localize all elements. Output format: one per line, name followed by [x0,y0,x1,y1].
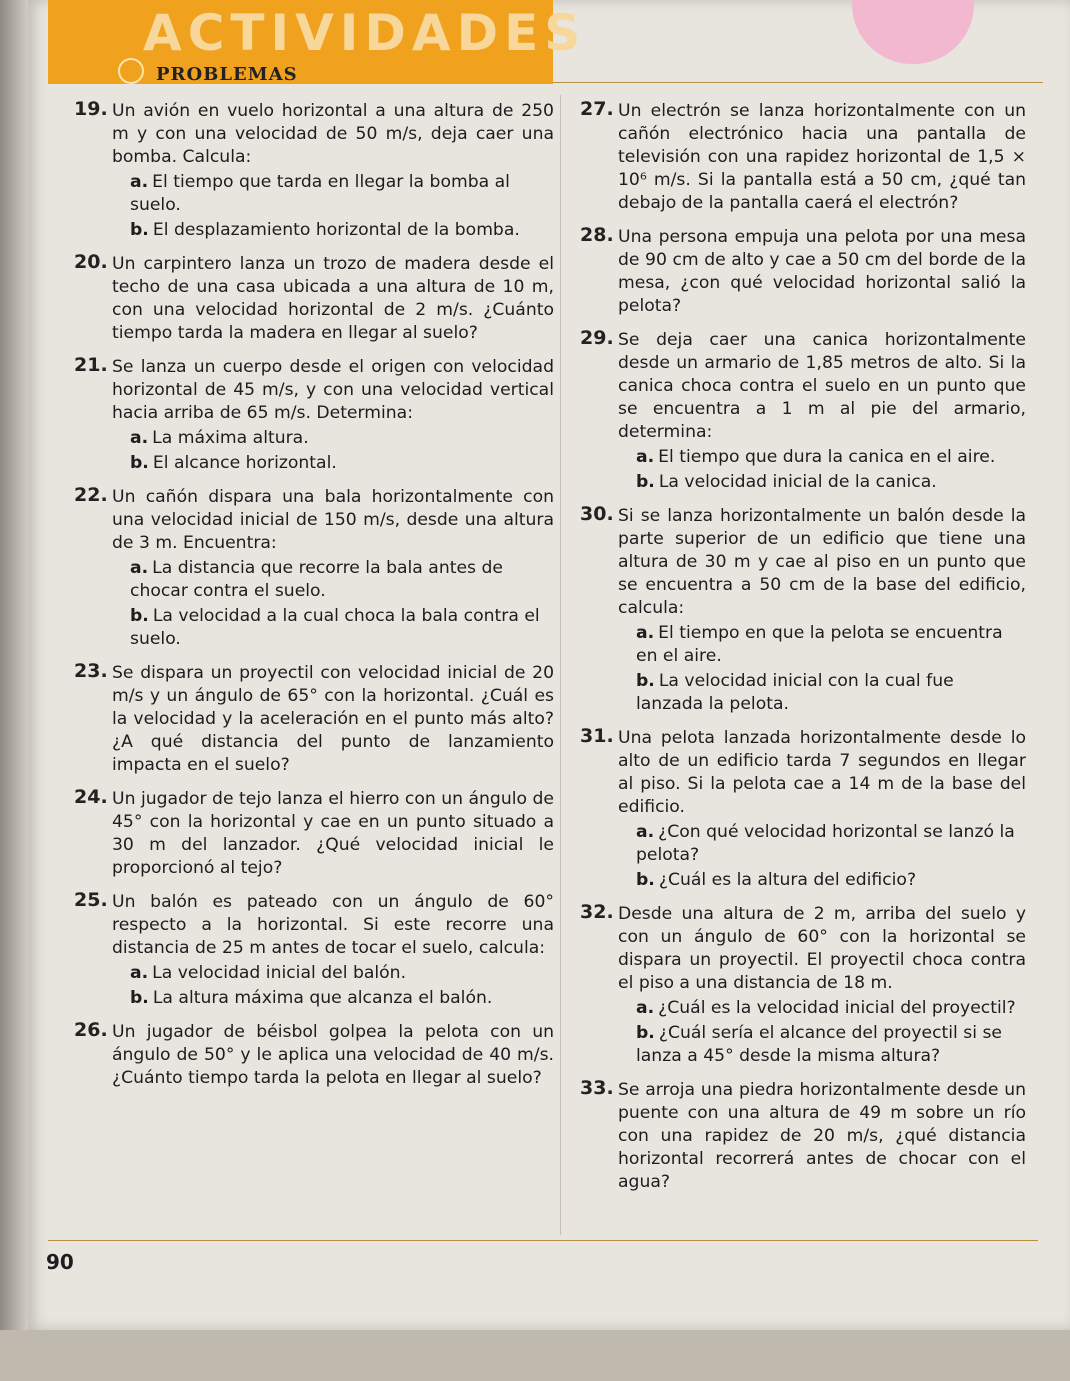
problem-item [74,786,554,880]
problem-number: 23. [74,660,108,682]
subitem-label: a. [130,963,149,983]
problem-item [74,484,554,651]
problem-subitem [636,1022,1026,1068]
subitem-text: La velocidad inicial con la cual fue lanzada la pelota. [636,671,954,714]
page-bottom-shadow [0,1330,1070,1381]
problem-text: Se arroja una piedra horizontalmente desde un puente con una altura de 49 m sobre un río con una rapidez de 20 m/s, ¿qué distancia horizontal recorrerá antes de chocar con el agua? [618,1080,1026,1192]
problem-subitem [636,622,1026,668]
problem-item [580,98,1026,215]
problem-number: 27. [580,98,614,120]
problem-text: Un avión en vuelo horizontal a una altura de 250 m y con una velocidad de 50 m/s, deja caer una bomba. Calcula: [112,101,554,167]
subitem-label: a. [636,998,655,1018]
problem-number: 24. [74,786,108,808]
problem-item [74,660,554,777]
subitem-text: La velocidad inicial del balón. [152,963,407,983]
right-column [580,98,1026,1205]
problem-text: Desde una altura de 2 m, arriba del suelo y con un ángulo de 60° con la horizontal se dispara un proyectil. El proyectil choca contra el piso a una distancia de 18 m. [618,904,1026,993]
subitem-text: La máxima altura. [152,428,309,448]
subitem-text: La velocidad a la cual choca la bala contra el suelo. [130,606,540,649]
problem-number: 32. [580,901,614,923]
problem-subitem [130,452,554,475]
problem-item [580,1077,1026,1194]
problem-subitem [636,997,1026,1020]
problem-text: Si se lanza horizontalmente un balón desde la parte superior de un edificio que tiene una altura de 30 m y cae al piso en un punto que se encuentra a 50 cm de la base del edificio, calcula: [618,506,1026,618]
subitem-label: a. [636,822,655,842]
problem-text: Se deja caer una canica horizontalmente desde un armario de 1,85 metros de alto. Si la canica choca contra el suelo en un punto que se encuentra a 1 m al pie del armario, determina: [618,330,1026,442]
subitem-text: ¿Cuál es la altura del edificio? [658,870,917,890]
problem-subitem [130,427,554,450]
problem-number: 33. [580,1077,614,1099]
page-number: 90 [46,1250,74,1274]
problem-text: Un balón es pateado con un ángulo de 60° respecto a la horizontal. Si este recorre una distancia de 25 m antes de tocar el suelo, calcula: [112,892,554,958]
problem-number: 29. [580,327,614,349]
subitem-label: b. [636,472,655,492]
banner-title: ACTIVIDADES [143,4,587,62]
subitem-text: El desplazamiento horizontal de la bomba. [152,220,520,240]
subitem-text: El tiempo que tarda en llegar la bomba al suelo. [130,172,510,215]
problem-text: Una pelota lanzada horizontalmente desde lo alto de un edificio tarda 7 segundos en llegar al piso. Si la pelota cae a 14 m de la base del edificio. [618,728,1026,817]
problem-number: 30. [580,503,614,525]
problem-item [74,1019,554,1090]
left-column [74,98,554,1101]
problem-item [580,901,1026,1068]
problem-item [580,725,1026,892]
problem-subitem [130,219,554,242]
problem-item [74,354,554,475]
problem-subitem [636,670,1026,716]
problem-subitem [636,471,1026,494]
problem-number: 20. [74,251,108,273]
problem-number: 31. [580,725,614,747]
top-rule [553,82,1043,83]
subitem-label: a. [130,428,149,448]
problem-text: Un electrón se lanza horizontalmente con un cañón electrónico hacia una pantalla de televisión con una rapidez horizontal de 1,5 × 10⁶ m/s. Si la pantalla está a 50 cm, ¿qué tan debajo de la pantalla caerá el electrón? [618,101,1026,213]
subitem-text: El tiempo que dura la canica en el aire. [658,447,996,467]
problem-subitem [130,171,554,217]
problem-item [580,503,1026,716]
subitem-text: El tiempo en que la pelota se encuentra en el aire. [636,623,1003,666]
problem-subitem [636,869,1026,892]
subitem-text: La velocidad inicial de la canica. [658,472,937,492]
subitem-text: ¿Cuál sería el alcance del proyectil si se lanza a 45° desde la misma altura? [636,1023,1002,1066]
subitem-label: b. [636,870,655,890]
problem-number: 26. [74,1019,108,1041]
subitem-label: a. [636,623,655,643]
subitem-text: ¿Con qué velocidad horizontal se lanzó la pelota? [636,822,1015,865]
subitem-label: a. [130,558,149,578]
section-bullet-icon [118,58,144,84]
subitem-text: ¿Cuál es la velocidad inicial del proyectil? [658,998,1016,1018]
problem-number: 28. [580,224,614,246]
problem-text: Un carpintero lanza un trozo de madera desde el techo de una casa ubicada a una altura de 10 m, con una velocidad horizontal de 2 m/s. ¿Cuánto tiempo tarda la madera en llegar al suelo? [112,254,554,343]
problem-item [74,889,554,1010]
problem-subitem [130,557,554,603]
subitem-label: b. [636,671,655,691]
problem-subitem [130,605,554,651]
problem-item [74,98,554,242]
problem-text: Un jugador de tejo lanza el hierro con un ángulo de 45° con la horizontal y cae en un punto situado a 30 m del lanzador. ¿Qué velocidad inicial le proporcionó al tejo? [112,789,554,878]
book-binding [0,0,30,1381]
problem-number: 22. [74,484,108,506]
problem-item [74,251,554,345]
section-title: PROBLEMAS [156,64,298,85]
bottom-rule [48,1240,1038,1241]
subitem-label: b. [130,453,149,473]
problem-text: Un jugador de béisbol golpea la pelota con un ángulo de 50° y le aplica una velocidad de 40 m/s. ¿Cuánto tiempo tarda la pelota en llegar al suelo? [112,1022,554,1088]
problem-number: 19. [74,98,108,120]
subitem-text: El alcance horizontal. [152,453,337,473]
subitem-label: a. [130,172,149,192]
problem-text: Un cañón dispara una bala horizontalmente con una velocidad inicial de 150 m/s, desde una altura de 3 m. Encuentra: [112,487,554,553]
problem-subitem [130,987,554,1010]
problem-subitem [130,962,554,985]
subitem-label: b. [130,988,149,1008]
problem-item [580,224,1026,318]
problem-number: 25. [74,889,108,911]
column-divider [560,95,561,1235]
subitem-label: b. [130,606,149,626]
subitem-label: b. [636,1023,655,1043]
problem-subitem [636,821,1026,867]
subitem-text: La altura máxima que alcanza el balón. [152,988,493,1008]
problem-item [580,327,1026,494]
subitem-label: b. [130,220,149,240]
problem-text: Una persona empuja una pelota por una mesa de 90 cm de alto y cae a 50 cm del borde de la mesa, ¿con qué velocidad horizontal salió la pelota? [618,227,1026,316]
problem-number: 21. [74,354,108,376]
subitem-text: La distancia que recorre la bala antes de chocar contra el suelo. [130,558,503,601]
problem-text: Se lanza un cuerpo desde el origen con velocidad horizontal de 45 m/s, y con una velocidad vertical hacia arriba de 65 m/s. Determina: [112,357,554,423]
problem-text: Se dispara un proyectil con velocidad inicial de 20 m/s y un ángulo de 65° con la horizontal. ¿Cuál es la velocidad y la aceleración en el punto más alto? ¿A qué distancia del punto de lanzamiento impacta en el suelo? [112,663,554,775]
subitem-label: a. [636,447,655,467]
problem-subitem [636,446,1026,469]
